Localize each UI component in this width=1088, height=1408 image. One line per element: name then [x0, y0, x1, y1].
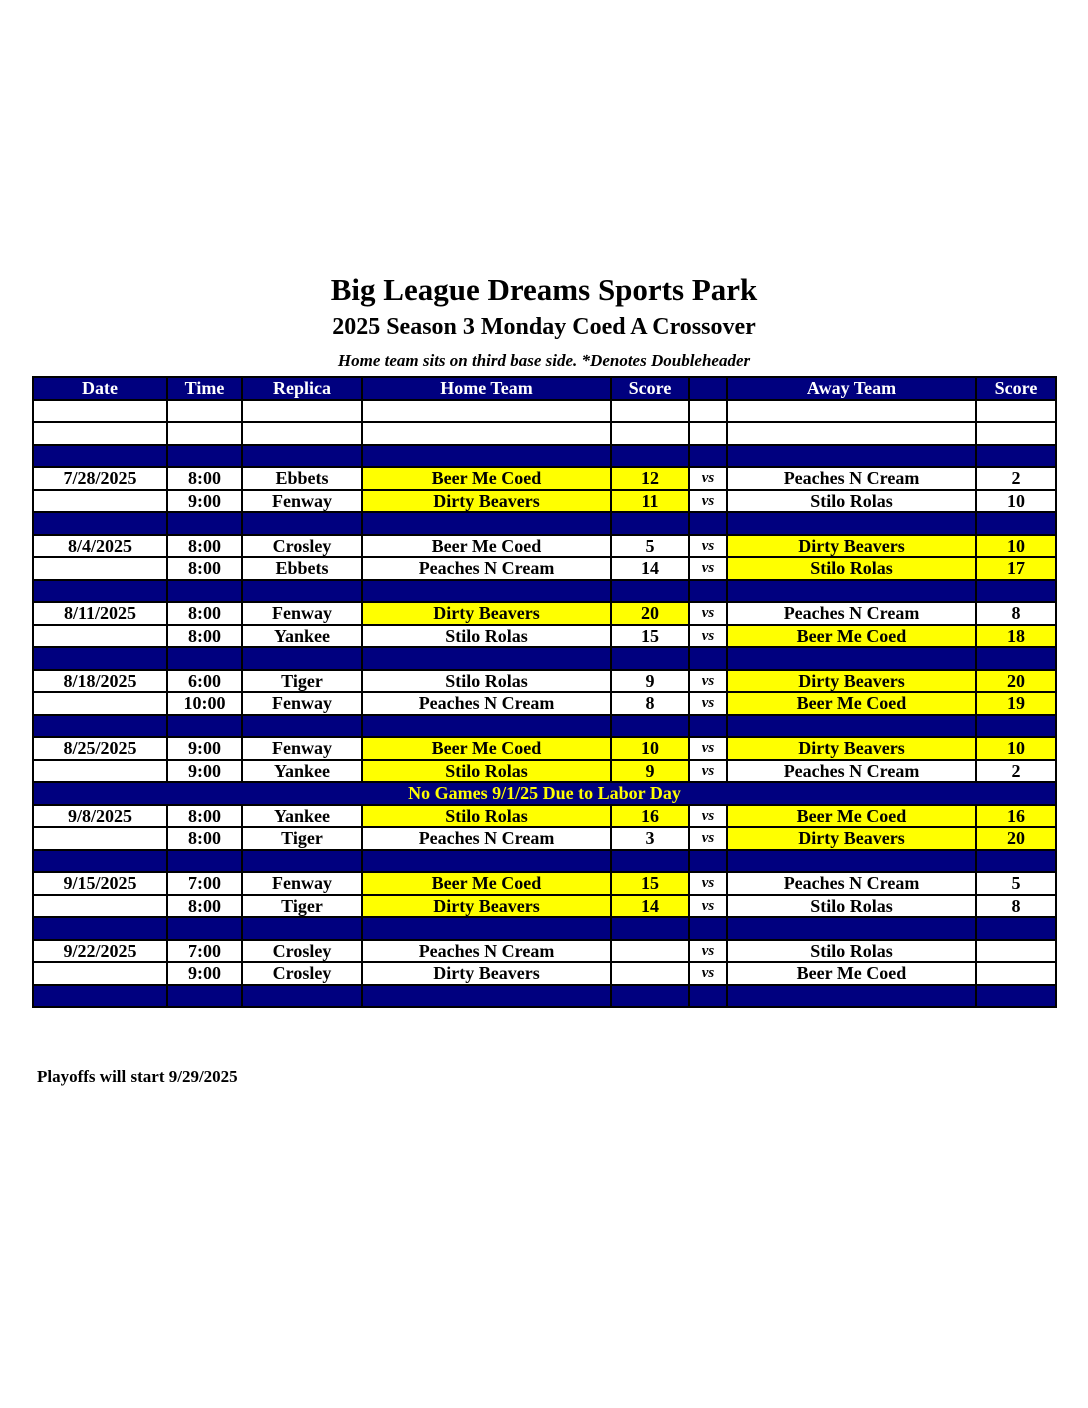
empty-cell [689, 917, 727, 940]
home-team-cell: Peaches N Cream [362, 557, 611, 580]
empty-cell [689, 647, 727, 670]
away-score-cell: 10 [976, 737, 1056, 760]
empty-cell [976, 985, 1056, 1008]
empty-cell [242, 422, 362, 445]
vs-cell: vs [689, 827, 727, 850]
empty-cell [727, 512, 976, 535]
empty-cell [976, 917, 1056, 940]
vs-cell: vs [689, 467, 727, 490]
header-home-team: Home Team [362, 377, 611, 400]
away-score-cell: 20 [976, 670, 1056, 693]
home-team-cell: Peaches N Cream [362, 940, 611, 963]
home-score-cell: 15 [611, 872, 689, 895]
away-team-cell: Beer Me Coed [727, 962, 976, 985]
date-cell [33, 692, 167, 715]
replica-cell: Fenway [242, 737, 362, 760]
replica-cell: Tiger [242, 827, 362, 850]
date-cell [33, 490, 167, 513]
time-cell: 8:00 [167, 535, 242, 558]
empty-cell [727, 647, 976, 670]
replica-cell: Fenway [242, 490, 362, 513]
game-row [33, 940, 1056, 963]
time-cell: 8:00 [167, 557, 242, 580]
home-score-cell: 16 [611, 805, 689, 828]
game-row [33, 535, 1056, 558]
date-cell: 9/8/2025 [33, 805, 167, 828]
away-team-cell: Dirty Beavers [727, 535, 976, 558]
empty-cell [242, 917, 362, 940]
time-cell: 8:00 [167, 625, 242, 648]
home-score-cell: 10 [611, 737, 689, 760]
empty-cell [33, 715, 167, 738]
home-score-cell: 14 [611, 557, 689, 580]
empty-cell [33, 400, 167, 423]
empty-cell [33, 985, 167, 1008]
home-team-cell: Beer Me Coed [362, 467, 611, 490]
empty-cell [689, 445, 727, 468]
date-cell: 8/18/2025 [33, 670, 167, 693]
vs-cell: vs [689, 760, 727, 783]
time-cell: 9:00 [167, 737, 242, 760]
time-cell: 8:00 [167, 467, 242, 490]
empty-cell [727, 715, 976, 738]
home-score-cell: 12 [611, 467, 689, 490]
empty-cell [33, 512, 167, 535]
empty-cell [976, 580, 1056, 603]
empty-cell [33, 917, 167, 940]
empty-cell [362, 580, 611, 603]
home-team-cell: Dirty Beavers [362, 895, 611, 918]
replica-cell: Ebbets [242, 557, 362, 580]
empty-cell [33, 422, 167, 445]
vs-cell: vs [689, 737, 727, 760]
empty-cell [727, 985, 976, 1008]
date-cell: 8/11/2025 [33, 602, 167, 625]
home-team-cell: Beer Me Coed [362, 872, 611, 895]
away-team-cell: Dirty Beavers [727, 827, 976, 850]
date-cell [33, 827, 167, 850]
empty-cell [167, 400, 242, 423]
time-cell: 7:00 [167, 872, 242, 895]
away-score-cell [976, 962, 1056, 985]
empty-cell [167, 715, 242, 738]
replica-cell: Yankee [242, 760, 362, 783]
replica-cell: Fenway [242, 872, 362, 895]
game-row [33, 895, 1056, 918]
vs-cell: vs [689, 625, 727, 648]
empty-cell [727, 445, 976, 468]
empty-cell [33, 647, 167, 670]
home-team-cell: Beer Me Coed [362, 737, 611, 760]
home-team-cell: Stilo Rolas [362, 760, 611, 783]
schedule-table [32, 376, 1057, 1008]
home-team-cell: Dirty Beavers [362, 490, 611, 513]
home-score-cell: 20 [611, 602, 689, 625]
header-away-team: Away Team [727, 377, 976, 400]
empty-cell [242, 580, 362, 603]
replica-cell: Crosley [242, 940, 362, 963]
away-team-cell: Dirty Beavers [727, 670, 976, 693]
empty-cell [976, 400, 1056, 423]
away-score-cell: 8 [976, 602, 1056, 625]
game-row [33, 490, 1056, 513]
home-score-cell: 14 [611, 895, 689, 918]
game-row [33, 670, 1056, 693]
time-cell: 8:00 [167, 827, 242, 850]
empty-cell [611, 647, 689, 670]
time-cell: 8:00 [167, 895, 242, 918]
empty-cell [689, 850, 727, 873]
time-cell: 10:00 [167, 692, 242, 715]
away-team-cell: Peaches N Cream [727, 872, 976, 895]
date-cell [33, 557, 167, 580]
empty-cell [727, 400, 976, 423]
empty-cell [362, 445, 611, 468]
date-cell: 9/22/2025 [33, 940, 167, 963]
seating-note: Home team sits on third base side. *Denotes Doubleheader [337, 351, 751, 370]
empty-cell [611, 400, 689, 423]
date-cell: 9/15/2025 [33, 872, 167, 895]
empty-cell [167, 985, 242, 1008]
empty-cell [611, 422, 689, 445]
empty-cell [167, 512, 242, 535]
time-cell: 6:00 [167, 670, 242, 693]
game-row [33, 760, 1056, 783]
date-cell [33, 895, 167, 918]
replica-cell: Fenway [242, 602, 362, 625]
away-team-cell: Beer Me Coed [727, 805, 976, 828]
separator-row [33, 850, 1056, 873]
replica-cell: Yankee [242, 625, 362, 648]
empty-cell [976, 445, 1056, 468]
header-date: Date [33, 377, 167, 400]
empty-cell [362, 850, 611, 873]
home-team-cell: Beer Me Coed [362, 535, 611, 558]
separator-row [33, 917, 1056, 940]
game-row [33, 827, 1056, 850]
separator-row [33, 985, 1056, 1008]
empty-cell [33, 445, 167, 468]
separator-row [33, 647, 1056, 670]
header-replica: Replica [242, 377, 362, 400]
playoffs-note: Playoffs will start 9/29/2025 [37, 1067, 238, 1086]
home-score-cell [611, 962, 689, 985]
home-score-cell: 8 [611, 692, 689, 715]
replica-cell: Tiger [242, 895, 362, 918]
away-team-cell: Peaches N Cream [727, 467, 976, 490]
empty-cell [611, 445, 689, 468]
vs-cell: vs [689, 872, 727, 895]
vs-cell: vs [689, 490, 727, 513]
empty-cell [611, 850, 689, 873]
empty-cell [689, 580, 727, 603]
empty-cell [976, 512, 1056, 535]
away-score-cell: 2 [976, 467, 1056, 490]
date-cell [33, 625, 167, 648]
empty-cell [33, 850, 167, 873]
empty-cell [242, 850, 362, 873]
away-score-cell: 2 [976, 760, 1056, 783]
away-team-cell: Stilo Rolas [727, 557, 976, 580]
away-score-cell: 5 [976, 872, 1056, 895]
empty-cell [167, 445, 242, 468]
away-score-cell: 10 [976, 535, 1056, 558]
blank-row [33, 400, 1056, 423]
replica-cell: Crosley [242, 535, 362, 558]
away-team-cell: Stilo Rolas [727, 940, 976, 963]
header-row [33, 377, 1056, 400]
empty-cell [362, 715, 611, 738]
separator-row [33, 715, 1056, 738]
empty-cell [976, 422, 1056, 445]
vs-cell: vs [689, 962, 727, 985]
away-team-cell: Peaches N Cream [727, 602, 976, 625]
home-score-cell: 15 [611, 625, 689, 648]
home-team-cell: Stilo Rolas [362, 625, 611, 648]
away-score-cell: 20 [976, 827, 1056, 850]
home-team-cell: Peaches N Cream [362, 827, 611, 850]
empty-cell [689, 400, 727, 423]
empty-cell [689, 985, 727, 1008]
empty-cell [362, 400, 611, 423]
away-team-cell: Peaches N Cream [727, 760, 976, 783]
empty-cell [689, 715, 727, 738]
vs-cell: vs [689, 895, 727, 918]
empty-cell [976, 850, 1056, 873]
empty-cell [362, 985, 611, 1008]
empty-cell [727, 917, 976, 940]
page-title: Big League Dreams Sports Park [330, 272, 758, 307]
away-score-cell: 18 [976, 625, 1056, 648]
replica-cell: Yankee [242, 805, 362, 828]
away-score-cell [976, 940, 1056, 963]
separator-row [33, 580, 1056, 603]
vs-cell: vs [689, 535, 727, 558]
game-row [33, 602, 1056, 625]
empty-cell [242, 715, 362, 738]
away-score-cell: 19 [976, 692, 1056, 715]
time-cell: 9:00 [167, 490, 242, 513]
game-row [33, 557, 1056, 580]
empty-cell [167, 850, 242, 873]
game-row [33, 805, 1056, 828]
empty-cell [611, 580, 689, 603]
replica-cell: Ebbets [242, 467, 362, 490]
vs-cell: vs [689, 670, 727, 693]
home-team-cell: Dirty Beavers [362, 962, 611, 985]
away-score-cell: 17 [976, 557, 1056, 580]
empty-cell [33, 580, 167, 603]
vs-cell: vs [689, 805, 727, 828]
empty-cell [167, 647, 242, 670]
empty-cell [362, 917, 611, 940]
empty-cell [167, 422, 242, 445]
empty-cell [976, 715, 1056, 738]
vs-cell: vs [689, 692, 727, 715]
game-row [33, 962, 1056, 985]
header-home-score: Score [611, 377, 689, 400]
notice-text: No Games 9/1/25 Due to Labor Day [33, 782, 1056, 805]
time-cell: 8:00 [167, 602, 242, 625]
time-cell: 7:00 [167, 940, 242, 963]
home-team-cell: Stilo Rolas [362, 805, 611, 828]
time-cell: 9:00 [167, 760, 242, 783]
date-cell: 8/25/2025 [33, 737, 167, 760]
game-row [33, 467, 1056, 490]
away-score-cell: 10 [976, 490, 1056, 513]
blank-row [33, 422, 1056, 445]
home-score-cell: 9 [611, 670, 689, 693]
notice-row [33, 782, 1056, 805]
empty-cell [611, 985, 689, 1008]
date-cell: 7/28/2025 [33, 467, 167, 490]
empty-cell [362, 512, 611, 535]
empty-cell [167, 917, 242, 940]
page-subtitle: 2025 Season 3 Monday Coed A Crossover [332, 314, 756, 340]
home-team-cell: Dirty Beavers [362, 602, 611, 625]
empty-cell [242, 647, 362, 670]
vs-cell: vs [689, 557, 727, 580]
header-away-score: Score [976, 377, 1056, 400]
away-team-cell: Beer Me Coed [727, 692, 976, 715]
empty-cell [242, 400, 362, 423]
away-score-cell: 16 [976, 805, 1056, 828]
home-score-cell: 9 [611, 760, 689, 783]
date-cell [33, 760, 167, 783]
empty-cell [689, 422, 727, 445]
empty-cell [242, 512, 362, 535]
home-team-cell: Stilo Rolas [362, 670, 611, 693]
empty-cell [611, 715, 689, 738]
away-team-cell: Stilo Rolas [727, 895, 976, 918]
separator-row [33, 512, 1056, 535]
game-row [33, 625, 1056, 648]
away-team-cell: Dirty Beavers [727, 737, 976, 760]
home-score-cell [611, 940, 689, 963]
header-vs [689, 377, 727, 400]
game-row [33, 692, 1056, 715]
separator-row [33, 445, 1056, 468]
replica-cell: Fenway [242, 692, 362, 715]
vs-cell: vs [689, 940, 727, 963]
empty-cell [362, 647, 611, 670]
home-score-cell: 11 [611, 490, 689, 513]
empty-cell [689, 512, 727, 535]
empty-cell [727, 580, 976, 603]
home-team-cell: Peaches N Cream [362, 692, 611, 715]
away-team-cell: Beer Me Coed [727, 625, 976, 648]
empty-cell [167, 580, 242, 603]
game-row [33, 872, 1056, 895]
empty-cell [727, 422, 976, 445]
empty-cell [611, 917, 689, 940]
empty-cell [242, 985, 362, 1008]
home-score-cell: 5 [611, 535, 689, 558]
schedule-body [33, 400, 1056, 1008]
away-score-cell: 8 [976, 895, 1056, 918]
replica-cell: Crosley [242, 962, 362, 985]
replica-cell: Tiger [242, 670, 362, 693]
vs-cell: vs [689, 602, 727, 625]
time-cell: 9:00 [167, 962, 242, 985]
header-time: Time [167, 377, 242, 400]
empty-cell [727, 850, 976, 873]
away-team-cell: Stilo Rolas [727, 490, 976, 513]
empty-cell [362, 422, 611, 445]
time-cell: 8:00 [167, 805, 242, 828]
date-cell [33, 962, 167, 985]
home-score-cell: 3 [611, 827, 689, 850]
date-cell: 8/4/2025 [33, 535, 167, 558]
empty-cell [242, 445, 362, 468]
empty-cell [611, 512, 689, 535]
empty-cell [976, 647, 1056, 670]
game-row [33, 737, 1056, 760]
